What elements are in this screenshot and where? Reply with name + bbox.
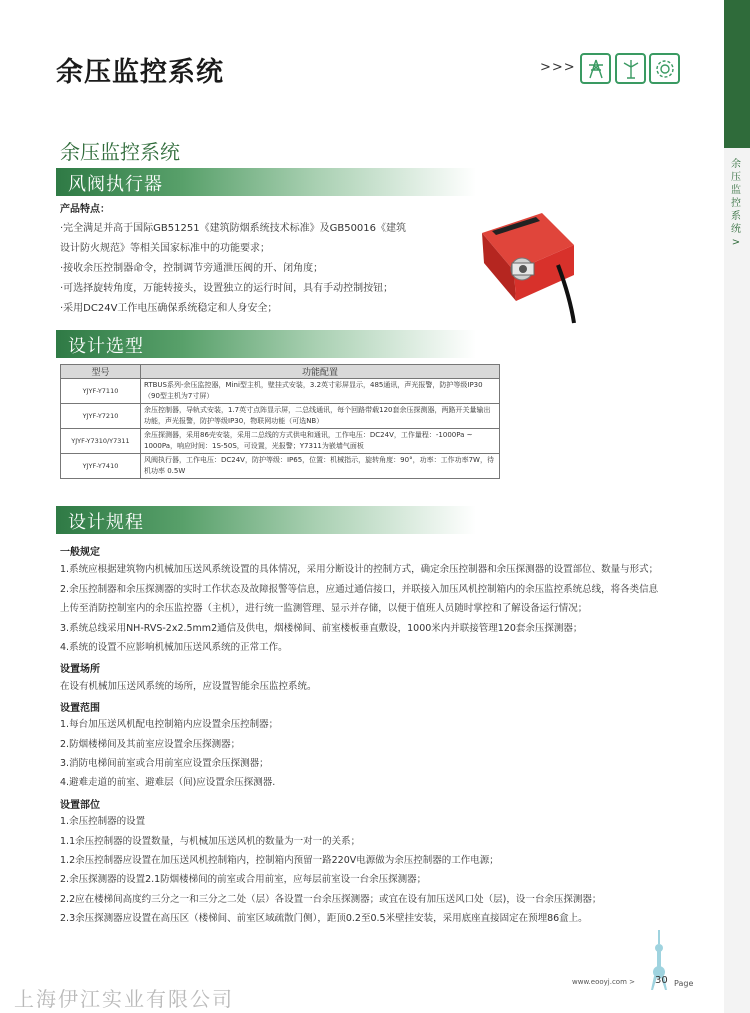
company-watermark: 上海伊江实业有限公司 — [14, 987, 234, 1011]
rules-general-heading: 一般规定 — [60, 547, 100, 558]
rule-line: 4.系统的设置不应影响机械加压送风系统的正常工作。 — [60, 642, 288, 653]
page-title: 余压监控系统 — [56, 57, 224, 88]
feature-line: ·可选择旋转角度，万能转接头，设置独立的运行时间，具有手动控制按钮； — [60, 283, 394, 294]
side-tab-label[interactable]: 余压监控系统> — [731, 159, 741, 248]
website-url: www.eooyj.com > — [572, 978, 636, 986]
model-cell: YJYF-Y7210 — [61, 404, 141, 429]
rule-line: 2.防烟楼梯间及其前室应设置余压探测器； — [60, 739, 241, 750]
rule-line: 3.消防电梯间前室或合用前室应设置余压探测器； — [60, 758, 269, 769]
rule-line: 1.每台加压送风机配电控制箱内应设置余压控制器； — [60, 719, 279, 730]
column-header-model: 型号 — [61, 365, 141, 379]
rule-line: 在设有机械加压送风系统的场所，应设置智能余压监控系统。 — [60, 681, 317, 692]
footer-arrow: > — [629, 978, 636, 986]
config-cell: 余压控制器，导轨式安装，1.7英寸点阵显示屏，二总线通讯，每个回路带载120套余压探测器，两路开关量输出功能，声光报警，防护等级IP30，物联网功能（可选NB） — [141, 404, 500, 429]
page-word: Page — [674, 979, 694, 988]
rule-line: 2.3余压探测器应设置在高压区（楼梯间、前室区域疏散门侧），距顶0.2至0.5米壁挂安装，采用底座直接固定在预埋86盒上。 — [60, 913, 588, 924]
rule-line: 2.2应在楼梯间高度约三分之一和三分之二处（层）各设置一台余压探测器；或宜在设有加压送风口处（层)，设一台余压探测器； — [60, 894, 602, 905]
model-cell: YJYF-Y7410 — [61, 454, 141, 479]
rule-line: 上传至消防控制室内的余压监控器（主机），进行统一监测管理、显示并存储，以便于值班人员随时掌控和了解设备运行情况； — [60, 603, 588, 614]
model-cell: YJYF-Y7310/Y7311 — [61, 429, 141, 454]
table-row — [61, 429, 500, 454]
section-title: 余压监控系统 — [60, 140, 180, 164]
config-cell: RTBUS系列-余压监控器，Mini型主机，壁挂式安装，3.2英寸彩屏显示，485通讯，声光报警，防护等级IP30（90型主机为7寸屏） — [141, 379, 500, 404]
rules-position-heading: 设置部位 — [60, 800, 100, 811]
config-cell: 余压探测器，采用86壳安装，采用二总线的方式供电和通讯，工作电压：DC24V，工作量程：-1000Pa ~ 1000Pa，响应时间：1S-50S，可设置，光报警；Y7311为嵌墙气面板 — [141, 429, 500, 454]
table-header-row — [61, 365, 500, 379]
band-rules: 设计规程 — [56, 506, 476, 534]
feature-line: ·完全满足并高于国际GB51251《建筑防烟系统技术标准》及GB50016《建筑 — [60, 223, 407, 234]
side-tab-arrow: > — [731, 237, 741, 248]
rule-line: 1.1余压控制器的设置数量，与机械加压送风机的数量为一对一的关系； — [60, 836, 361, 847]
table-row — [61, 379, 500, 404]
rule-line: 2.余压探测器的设置2.1防烟楼梯间的前室或合用前室，应每层前室设一台余压探测器； — [60, 874, 427, 885]
model-cell: YJYF-Y7110 — [61, 379, 141, 404]
tower-icon — [580, 53, 611, 84]
rule-line: 4.避难走道的前室、避难层（间)应设置余压探测器. — [60, 777, 276, 788]
rules-range-heading: 设置范围 — [60, 703, 100, 714]
side-bar — [724, 0, 750, 1013]
config-cell: 风阀执行器，工作电压：DC24V，防护等级：IP65，位置：机械指示，旋转角度：90°，功率：工作功率7W，待机功率 0.5W — [141, 454, 500, 479]
header-arrows: >>> — [540, 60, 576, 75]
spec-table — [60, 364, 500, 479]
band-selection: 设计选型 — [56, 330, 476, 358]
rules-place-heading: 设置场所 — [60, 664, 100, 675]
band-actuator: 风阀执行器 — [56, 168, 476, 196]
wind-turbine-icon — [615, 53, 646, 84]
table-row — [61, 404, 500, 429]
feature-line: 设计防火规范》等相关国家标准中的功能要求； — [60, 243, 270, 254]
side-bar-accent — [724, 0, 750, 148]
feature-line: ·接收余压控制器命令，控制调节旁通泄压阀的开、闭角度； — [60, 263, 324, 274]
column-header-config: 功能配置 — [141, 365, 500, 379]
rule-line: 2.余压控制器和余压探测器的实时工作状态及故障报警等信息，应通过通信接口，并联接入加压风机控制箱内的余压监控系统总线，将各类信息 — [60, 584, 659, 595]
feature-line: ·采用DC24V工作电压确保系统稳定和人身安全； — [60, 303, 278, 314]
rule-line: 3.系统总线采用NH-RVS-2x2.5mm2通信及供电，烟楼梯间、前室楼板垂直敷设，1000米内并联接管理120套余压探测器； — [60, 623, 583, 634]
rule-line: 1.系统应根据建筑物内机械加压送风系统设置的具体情况，采用分断设计的控制方式，确定余压控制器和余压探测器的设置部位、数量与形式； — [60, 564, 659, 575]
table-row — [61, 454, 500, 479]
features-heading: 产品特点： — [60, 204, 110, 215]
rule-line: 1.余压控制器的设置 — [60, 816, 146, 827]
sensor-icon — [649, 53, 680, 84]
rule-line: 1.2余压控制器应设置在加压送风机控制箱内，控制箱内预留一路220V电源做为余压控制器的工作电源； — [60, 855, 499, 866]
page-number: 30 — [655, 975, 668, 986]
damper-actuator-image — [470, 205, 580, 325]
